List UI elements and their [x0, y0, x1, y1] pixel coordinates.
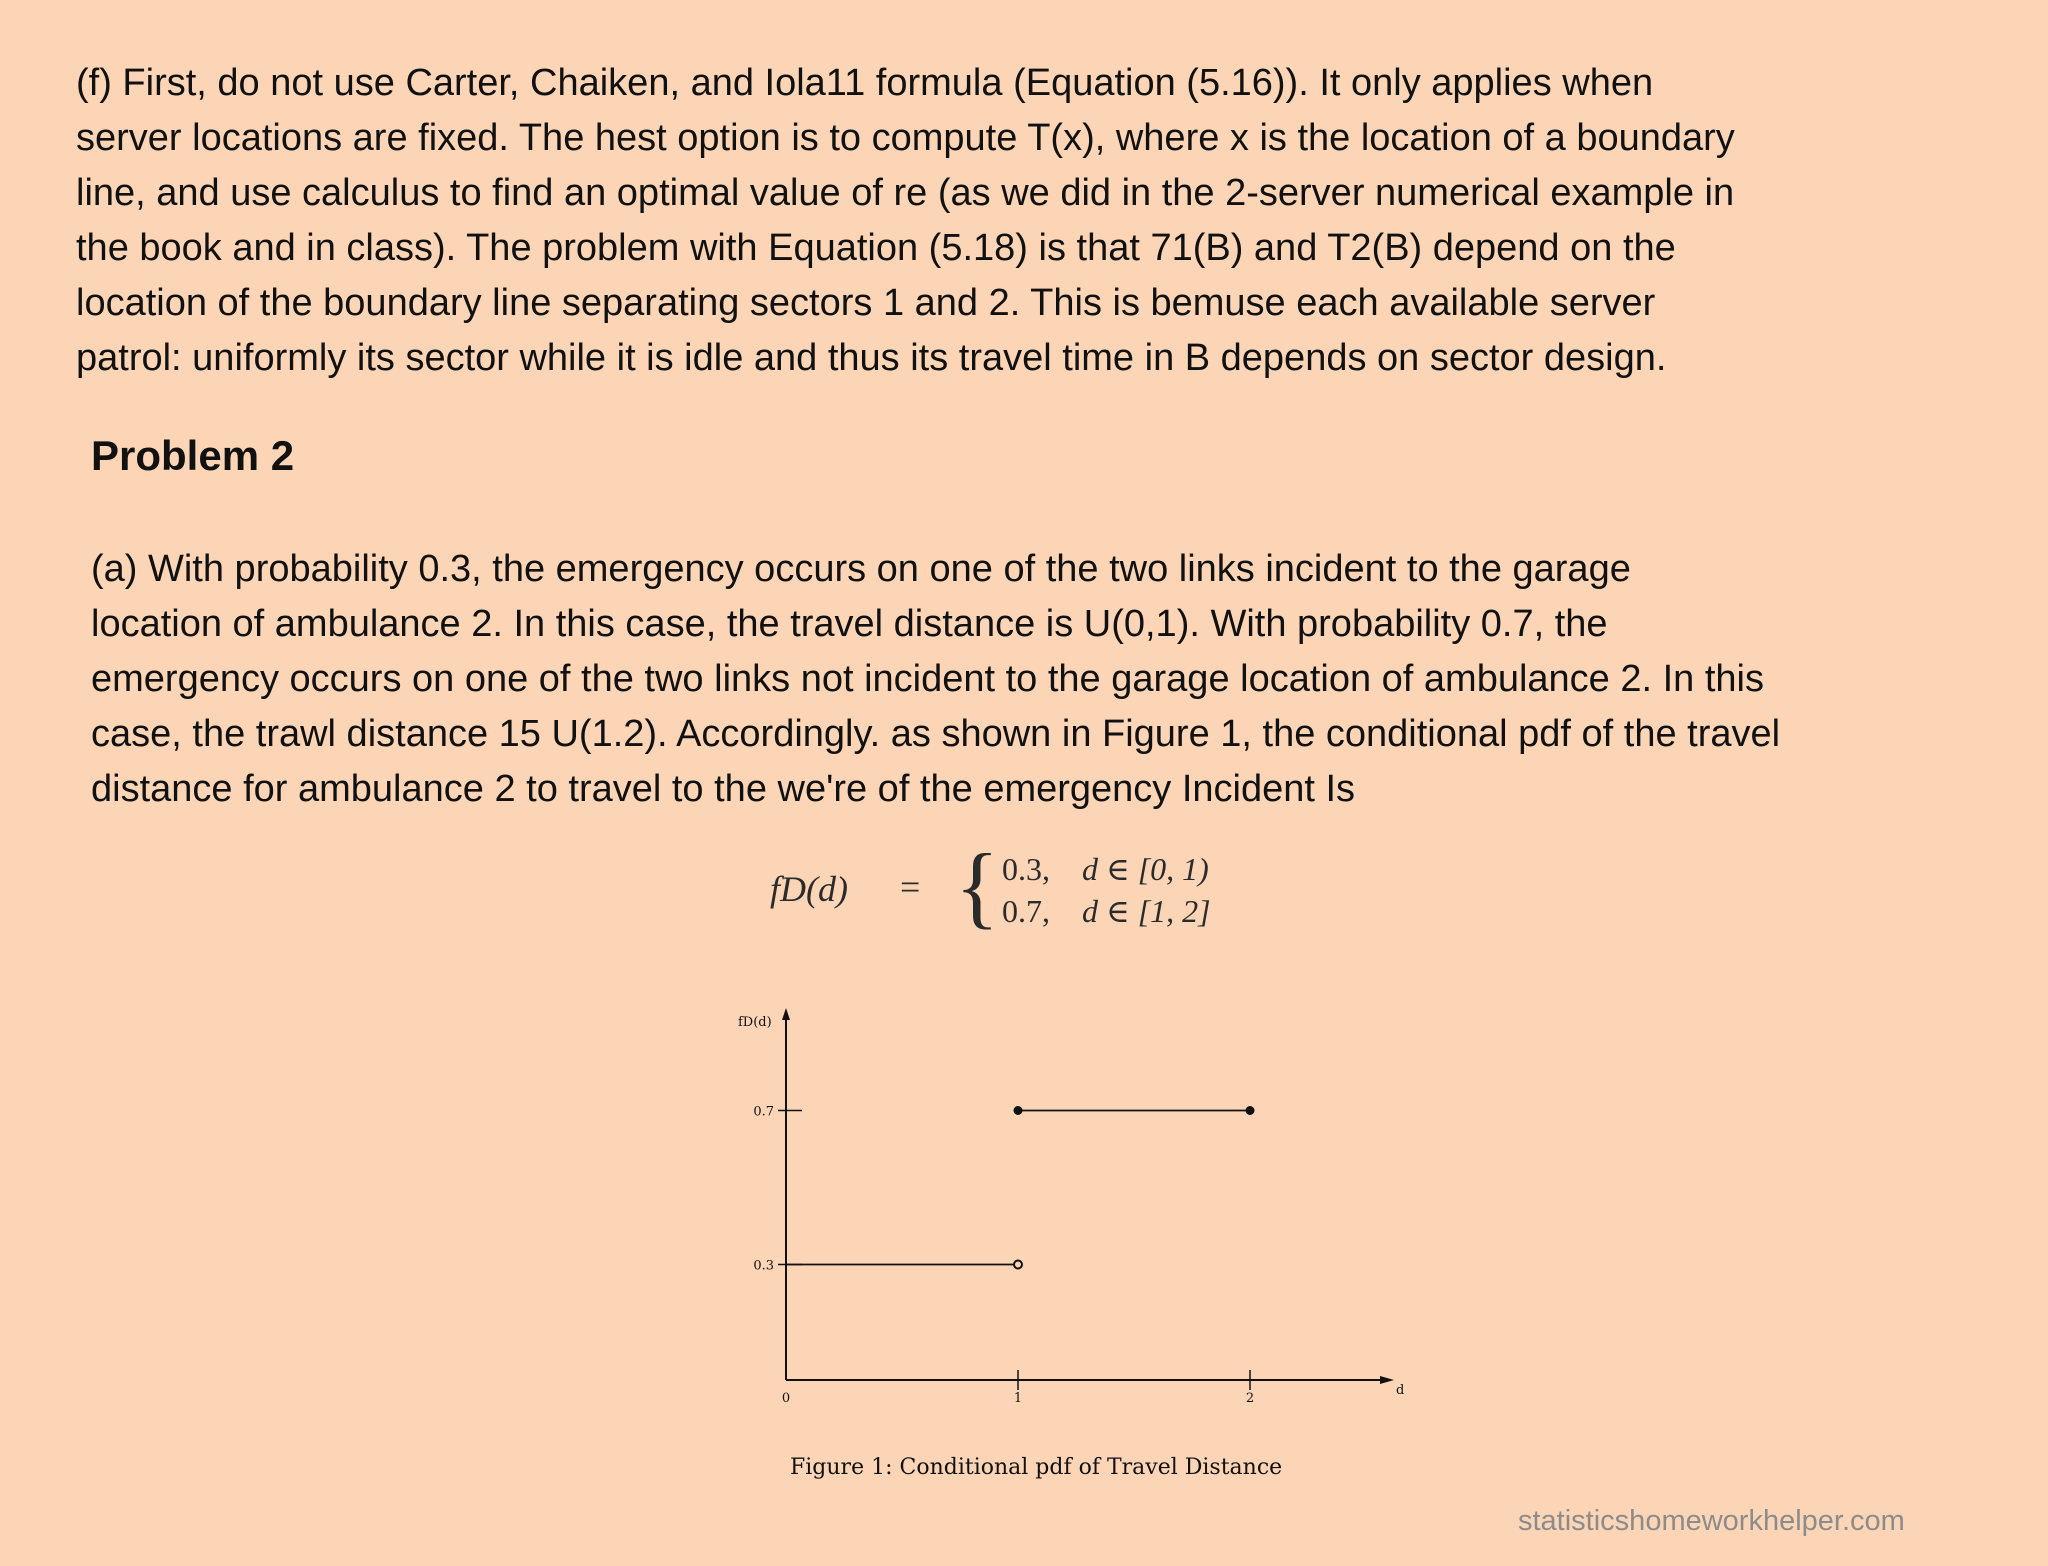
- case-condition: d ∈ [0, 1): [1082, 851, 1209, 887]
- x-tick-label: 1: [1013, 1391, 1023, 1406]
- equation-equals: =: [900, 867, 921, 907]
- closed-endpoint: [1246, 1106, 1255, 1115]
- problem-heading: Problem 2: [91, 432, 295, 479]
- text-line: emergency occurs on one of the two links not incident to the garage location of ambulance 2. In this: [91, 658, 1765, 700]
- equation-case: [1002, 892, 1211, 930]
- text-line: server locations are fixed. The hest option is to compute T(x), where x is the location of a boundary: [76, 117, 1735, 159]
- text-line: patrol: uniformly its sector while it is idle and thus its travel time in B depends on sector design.: [76, 337, 1667, 379]
- case-condition: d ∈ [1, 2]: [1082, 893, 1211, 929]
- text-line: distance for ambulance 2 to travel to the we're of the emergency Incident Is: [91, 768, 1356, 810]
- text-line: location of the boundary line separating sectors 1 and 2. This is bemuse each available server: [76, 282, 1656, 324]
- x-tick-label: 2: [1245, 1391, 1255, 1406]
- text-line: the book and in class). The problem with Equation (5.18) is that 71(B) and T2(B) depend on the: [76, 227, 1676, 269]
- y-axis-label: fD(d): [738, 1015, 772, 1030]
- case-value: 0.7,: [1002, 893, 1050, 929]
- text-line: location of ambulance 2. In this case, the travel distance is U(0,1). With probability 0.7, the: [91, 603, 1608, 645]
- y-axis-arrow: [782, 1008, 790, 1020]
- text-line: (a) With probability 0.3, the emergency occurs on one of the two links incident to the garage: [91, 548, 1631, 590]
- section-a-paragraph: [91, 542, 1780, 817]
- equation-brace: {: [955, 835, 1000, 937]
- figure-caption: Figure 1: Conditional pdf of Travel Distance: [790, 1455, 1283, 1480]
- case-value: 0.3,: [1002, 851, 1050, 887]
- text-line: (f) First, do not use Carter, Chaiken, and Iola11 formula (Equation (5.16)). It only applies when: [76, 62, 1654, 104]
- text-line: line, and use calculus to find an optimal value of re (as we did in the 2-server numerical example in: [76, 172, 1735, 214]
- section-f-paragraph: [76, 56, 1735, 386]
- watermark: statisticshomeworkhelper.com: [1518, 1505, 1905, 1537]
- y-tick-label: 0.7: [753, 1104, 774, 1120]
- y-tick-label: 0.3: [753, 1258, 774, 1274]
- equation-lhs: fD(d): [770, 869, 848, 909]
- pdf-chart: [720, 1000, 1420, 1420]
- pdf-equation: [770, 835, 1270, 942]
- x-axis-arrow: [1380, 1376, 1394, 1384]
- equation-case: [1002, 850, 1209, 888]
- x-tick-label: 0: [781, 1391, 791, 1406]
- open-endpoint: [1014, 1261, 1022, 1269]
- closed-endpoint: [1014, 1106, 1023, 1115]
- text-line: case, the trawl distance 15 U(1.2). Accordingly. as shown in Figure 1, the conditional pdf of the travel: [91, 713, 1781, 755]
- x-axis-label: d: [1396, 1383, 1405, 1398]
